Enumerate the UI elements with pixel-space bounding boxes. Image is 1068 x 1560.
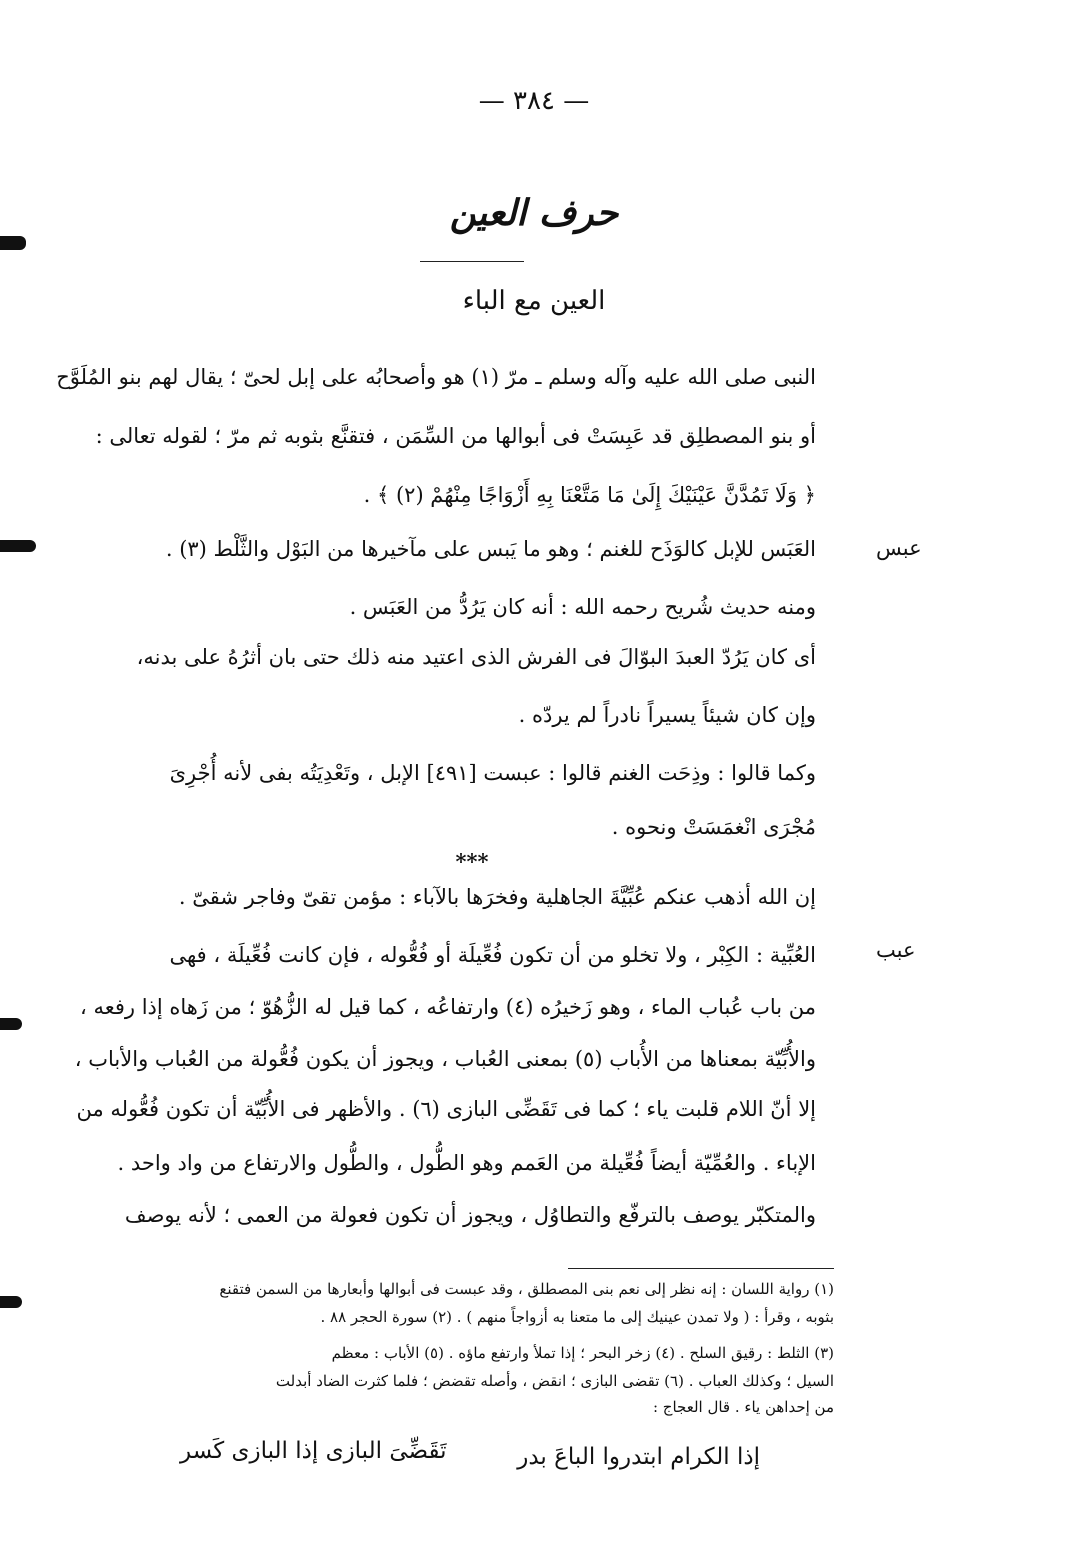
text-line: إن الله أذهب عنكم عُبِّيَّةَ الجاهلية وفخرَها بالآباء : مؤمن تقىّ وفاجر شقىّ . (178, 885, 816, 909)
scan-mark (0, 1018, 22, 1030)
footnote-line: (١) رواية اللسان : إنه نظر إلى نعم بنى المصطلق ، وقد عبست فى أبوالها وأبعارها من السمن فتقنع (219, 1280, 834, 1298)
text-line: أو بنو المصطلِق قد عَبِسَتْ فى أبوالها من السِّمَن ، فتقنَّع بثوبه ثم مرّ ؛ لقوله تعالى : (95, 424, 816, 448)
text-line: العَبَس للإبل كالوَذَح للغنم ؛ وهو ما يَبس على مآخيرها من البَوْل والثَّلْط (٣) . (165, 537, 816, 561)
section-title: العين مع الباء (462, 286, 606, 316)
text-line: ﴿ وَلَا تَمُدَّنَّ عَيْنَيْكَ إِلَىٰ مَا مَتَّعْنَا بِهِ أَزْوَاجًا مِنْهُمْ (٢) ﴾ . (363, 483, 816, 507)
text-line: والأُبِّيّة بمعناها من الأُباب (٥) بمعنى العُباب ، ويجوز أن يكون فُعُّولة من العُباب والأباب ، (74, 1047, 816, 1071)
text-line: من باب عُباب الماء ، وهو زَخيرُه (٤) وارتفاعُه ، كما قيل له الزُّهُوّ ؛ من زَهاه إذا رفعه ، (80, 995, 816, 1019)
footnote-divider (568, 1268, 834, 1269)
text-line: وإن كان شيئاً يسيراً نادراً لم يردّه . (518, 703, 816, 727)
scan-mark (0, 540, 36, 552)
text-line: إلا أنّ اللام قلبت ياء ؛ كما فى تَقَضِّى البازى (٦) . والأظهر فى الأُبِّيّة أن تكون فُعُّوله من (76, 1097, 816, 1121)
text-line: مُجْرَى انْغمَسَتْ ونحوه . (611, 815, 816, 839)
entry-key-abb: عبب (876, 938, 916, 962)
page-number: — ٣٨٤ — (478, 86, 590, 116)
text-line: وكما قالوا : وذِحَت الغنم قالوا : عبست [٤٩١] الإبل ، وتَعْدِيَتُه بفى لأنه أُجْرِىَ (169, 761, 816, 785)
text-line: ومنه حديث شُريح رحمه الله : أنه كان يَرُدُّ من العَبَس . (349, 595, 816, 619)
text-line: الإباء . والعُمِّيّة أيضاً فُعِّيلة من العَمم وهو الطُّول ، والطُّول والارتفاع من واد واحد . (117, 1151, 816, 1175)
scan-mark (0, 1296, 22, 1308)
footnote-line: بثوبه ، وقرأ : ( ولا تمدن عينيك إلى ما متعنا به أزواجاً منهم ) . (٢) سورة الحجر ٨٨ . (320, 1308, 834, 1326)
footnote-line: (٣) الثلط : رقيق السلح . (٤) زخر البحر ؛ إذا تملأ وارتفع ماؤه . (٥) الأباب : معظم (331, 1344, 834, 1362)
footnote-line: من إحداهن ياء . قال العجاج : (652, 1398, 834, 1416)
entry-key-abs: عبس (876, 536, 922, 560)
chapter-title: حرف العين (449, 192, 619, 234)
body-text (56, 362, 816, 1262)
text-line: العُبِّية : الكِبْر ، ولا تخلو من أن تكون فُعِّيلَة أو فُعُّوله ، فإن كانت فُعِّيلَة ، فهى (169, 943, 816, 967)
verse (180, 1438, 760, 1482)
footnote-line: السيل ؛ وكذلك العباب . (٦) تقضى البازى ؛ انقض ، وأصله تقضض ؛ فلما كثرت الضاد أبدلت (275, 1372, 834, 1390)
title-divider (420, 261, 524, 262)
verse-second-hemistich: تَقَضِّىَ البازى إذا البازى كَسر (180, 1438, 447, 1464)
text-line: النبى صلى الله عليه وآله وسلم ـ مرّ (١) هو وأصحابُه على إبل لحىّ ؛ يقال لهم بنو المُلَوَّح (56, 365, 816, 389)
scan-mark (0, 236, 26, 250)
footnotes (108, 1280, 834, 1430)
verse-first-hemistich: إذا الكرام ابتدروا الباعَ بدر (517, 1444, 760, 1470)
text-line: والمتكبّر يوصف بالترفّع والتطاوُل ، ويجوز أن تكون فعولة من العمى ؛ لأنه يوصف (124, 1203, 816, 1227)
text-line: أى كان يَرُدّ العبدَ البوّالَ فى الفرش الذى اعتيد منه ذلك حتى بان أثرُهُ على بدنه، (136, 645, 816, 669)
section-separator: *** (455, 849, 489, 874)
